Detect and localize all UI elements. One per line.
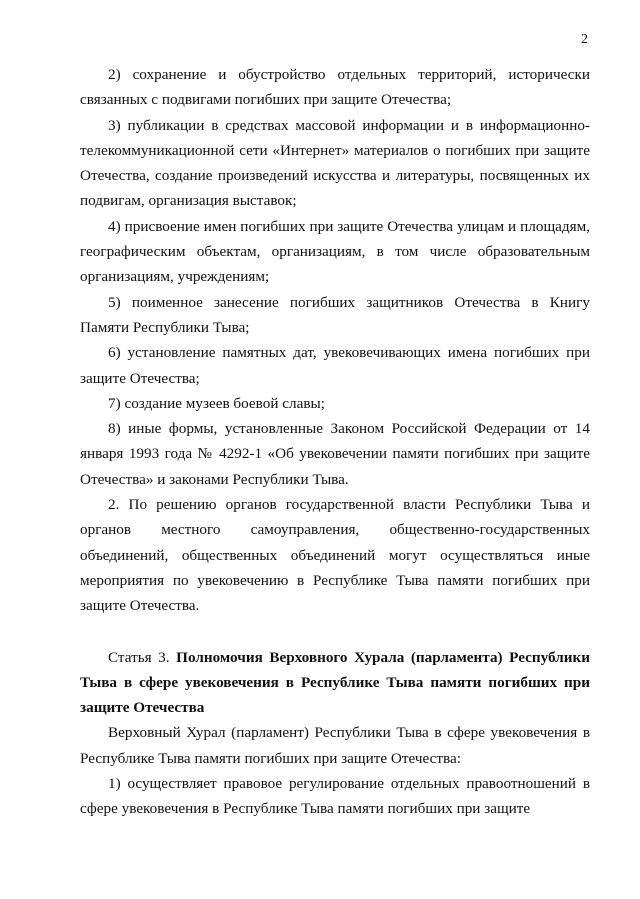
article-intro-paragraph: Верховный Хурал (парламент) Республики Тыва в сфере увековечения в Республике Тыва памяти погибших при защите Отечества: <box>80 724 590 767</box>
clause-2-paragraph: 2. По решению органов государственной власти Республики Тыва и органов местного самоуправления, общественно-государственных объединений, общественных объединений могут осуществляться иные мероприятия по увековечению в Республике Тыва памяти погибших при защите Отечества. <box>80 496 590 615</box>
list-item-5: 5) поименное занесение погибших защитников Отечества в Книгу Памяти Республики Тыва; <box>80 293 590 336</box>
article-heading <box>80 645 590 721</box>
article-label: Статья 3. <box>108 648 170 666</box>
list-item-2: 2) сохранение и обустройство отдельных территорий, исторически связанных с подвигами погибших при защите Отечества; <box>80 66 590 109</box>
page-number: 2 <box>581 32 588 47</box>
article-title: Полномочия Верховного Хурала (парламента) Республики Тыва в сфере увековечения в Республике Тыва памяти погибших при защите Отечества <box>80 648 591 717</box>
list-item-3: 3) публикации в средствах массовой информации и в информационно-телекоммуникационной сети «Интернет» материалов о погибших при защите Отечества, создание произведений искусства и литературы, посвященных их подвигам, организация выставок; <box>80 116 590 210</box>
list-item-6: 6) установление памятных дат, увековечивающих имена погибших при защите Отечества; <box>80 344 590 387</box>
list-item-7: 7) создание музеев боевой славы; <box>108 394 325 412</box>
list-item-8: 8) иные формы, установленные Законом Российской Федерации от 14 января 1993 года № 4292-1 «Об увековечении памяти погибших при защите Отечества» и законами Республики Тыва. <box>80 420 590 488</box>
list-item-4: 4) присвоение имен погибших при защите Отечества улицам и площадям, географическим объектам, организациям, в том числе образовательным организациям, учреждениям; <box>80 217 590 286</box>
article-item-1: 1) осуществляет правовое регулирование отдельных правоотношений в сфере увековечения в Республике Тыва памяти погибших при защите <box>80 775 590 818</box>
document-body <box>80 62 590 822</box>
